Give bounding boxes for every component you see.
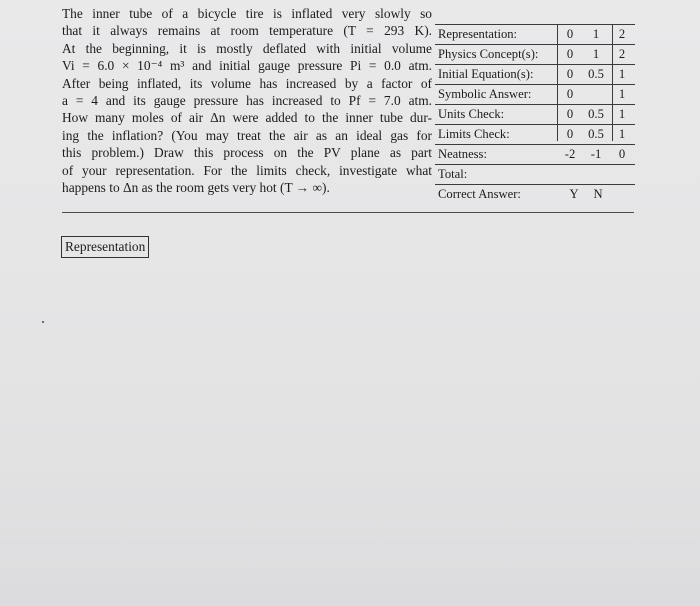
problem-line: Vi = 6.0 × 10⁻⁴ m³ and initial gauge pressure Pi = 0.0 atm. [62,58,432,74]
problem-line: How many moles of air Δn were added to the inner tube dur- [62,110,432,126]
rubric-label: Total: [438,167,468,181]
column-divider [612,24,613,141]
rubric-row [435,125,635,145]
rubric-points: 0 [566,67,574,81]
rubric-points: 1 [592,27,600,41]
problem-line: that it always remains at room temperature (T = 293 K). [62,23,432,39]
stray-mark [42,321,44,323]
rubric-answer-no: N [593,187,603,201]
rubric-points: 1 [592,47,600,61]
rubric-label: Correct Answer: [438,187,521,201]
rubric-points: 0 [566,107,574,121]
rubric-label: Representation: [438,27,518,41]
rubric-row [435,165,635,185]
problem-line: The inner tube of a bicycle tire is inflated very slowly so [62,6,432,21]
rubric-points: 0 [566,87,574,101]
rubric-points: 1 [618,87,626,101]
problem-line: After being inflated, its volume has increased by a factor of [62,75,432,91]
rubric-row [435,85,635,105]
rubric-row [435,105,635,125]
rubric-row [435,65,635,85]
grading-rubric [435,24,635,204]
rubric-row [435,185,635,204]
rubric-points: 2 [618,27,626,41]
problem-statement [62,5,432,196]
problem-line: this problem.) Draw this process on the PV plane as part [62,145,432,161]
rubric-points: -2 [564,147,576,161]
rubric-label: Units Check: [438,107,505,121]
rubric-points: 2 [618,47,626,61]
rubric-points: 1 [618,67,626,81]
rubric-points: 1 [618,127,626,141]
rubric-points: 0 [566,27,574,41]
rubric-answer-yes: Y [569,187,579,201]
rubric-label: Neatness: [438,147,487,161]
rubric-label: Initial Equation(s): [438,67,534,81]
rubric-label: Limits Check: [438,127,510,141]
column-divider [557,24,558,141]
rubric-points: 0.5 [588,127,604,141]
rubric-label: Physics Concept(s): [438,47,539,61]
representation-label: Representation [61,236,149,258]
problem-line: a = 4 and its gauge pressure has increased to Pf = 7.0 atm. [62,93,432,109]
problem-line: of your representation. For the limits check, investigate what [62,162,432,178]
rubric-points: 0.5 [588,107,604,121]
problem-line: ing the inflation? (You may treat the air as an ideal gas for [62,127,432,143]
rubric-row [435,145,635,165]
rubric-row [435,24,635,45]
rubric-points: 0 [618,147,626,161]
section-divider [62,212,634,213]
problem-line: happens to Δn as the room gets very hot (T → ∞). [62,180,330,196]
rubric-points: 0.5 [588,67,604,81]
rubric-points: -1 [590,147,602,161]
problem-line: At the beginning, it is mostly deflated with initial volume [62,40,432,56]
rubric-points: 0 [566,47,574,61]
rubric-label: Symbolic Answer: [438,87,532,101]
rubric-points: 1 [618,107,626,121]
rubric-row [435,45,635,65]
rubric-points: 0 [566,127,574,141]
